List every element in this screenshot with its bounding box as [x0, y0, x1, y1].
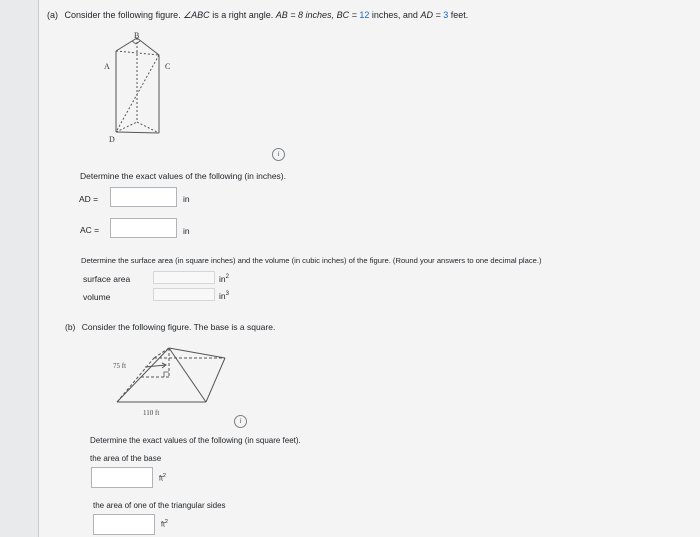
base-area-input[interactable] [91, 467, 153, 488]
pyramid-figure [109, 344, 259, 420]
edge-bc [137, 38, 159, 55]
label-c: C [165, 62, 171, 71]
determine-sqft-text: Determine the exact values of the following (in square feet). [90, 436, 301, 445]
surface-area-label: surface area [83, 274, 131, 284]
label-a: A [104, 62, 110, 71]
part-b-header [65, 322, 275, 332]
volume-label: volume [83, 292, 111, 302]
ad-input-unit: in [183, 194, 190, 204]
ad-value: 3 [443, 10, 449, 20]
surface-area-input[interactable] [153, 271, 215, 284]
determine-inches-text: Determine the exact values of the following (in inches). [80, 171, 286, 181]
ac-input-unit: in [183, 226, 190, 236]
question-page [38, 0, 700, 537]
ad-input[interactable] [110, 187, 177, 207]
part-a-label: (a) [47, 10, 58, 20]
part-a-header [47, 10, 468, 21]
edge-bottom-front [116, 132, 159, 133]
height-label: 75 ft [113, 362, 127, 370]
volume-unit: $in^3$ [219, 291, 229, 301]
base-area-label: the area of the base [90, 454, 162, 463]
lateral-edge-front [169, 348, 206, 402]
ac-input[interactable] [110, 218, 177, 238]
label-b: B [134, 31, 140, 40]
ac-input-label: AC = [80, 225, 100, 235]
ad-unit: feet. [450, 10, 469, 20]
bc-unit: inches, and [371, 10, 418, 20]
bc-prefix: BC = [336, 10, 357, 20]
edge-bottom-left [116, 122, 137, 132]
angle-abc: ∠ABC [183, 10, 210, 20]
base-length-label: 110 ft [143, 409, 160, 417]
ad-prefix: AD = [420, 10, 441, 20]
label-d: D [109, 135, 115, 144]
info-icon[interactable]: i [272, 148, 285, 161]
part-a-intro: Consider the following figure. [64, 10, 181, 20]
volume-input[interactable] [153, 288, 215, 301]
area-volume-prompt: Determine the surface area (in square inches) and the volume (in cubic inches) of the figure. (Round your answers to one decimal place.) [81, 256, 542, 265]
ad-input-label: AD = [79, 194, 99, 204]
side-area-unit: $ft^2$ [161, 519, 168, 529]
right-angle-mark-b [164, 372, 169, 377]
right-angle-mark [132, 41, 140, 44]
height-arrow [145, 365, 166, 367]
lateral-edge-left [117, 348, 169, 402]
side-area-input[interactable] [93, 514, 155, 535]
bc-value: 12 [359, 10, 370, 20]
base-right-edge [206, 358, 225, 402]
part-b-intro: Consider the following figure. The base is a square. [81, 322, 276, 332]
right-angle-text: is a right angle. [212, 10, 274, 20]
ab-value: AB = 8 inches, [275, 10, 335, 20]
part-b-label: (b) [65, 322, 76, 332]
side-area-label: the area of one of the triangular sides [93, 501, 226, 510]
lateral-edge-right [169, 348, 225, 358]
surface-area-unit: $in^2$ [219, 274, 229, 284]
info-icon-b[interactable]: i [234, 415, 247, 428]
edge-bottom-right [137, 122, 159, 133]
base-area-unit: $ft^2$ [159, 473, 166, 483]
prism-figure [99, 28, 189, 150]
